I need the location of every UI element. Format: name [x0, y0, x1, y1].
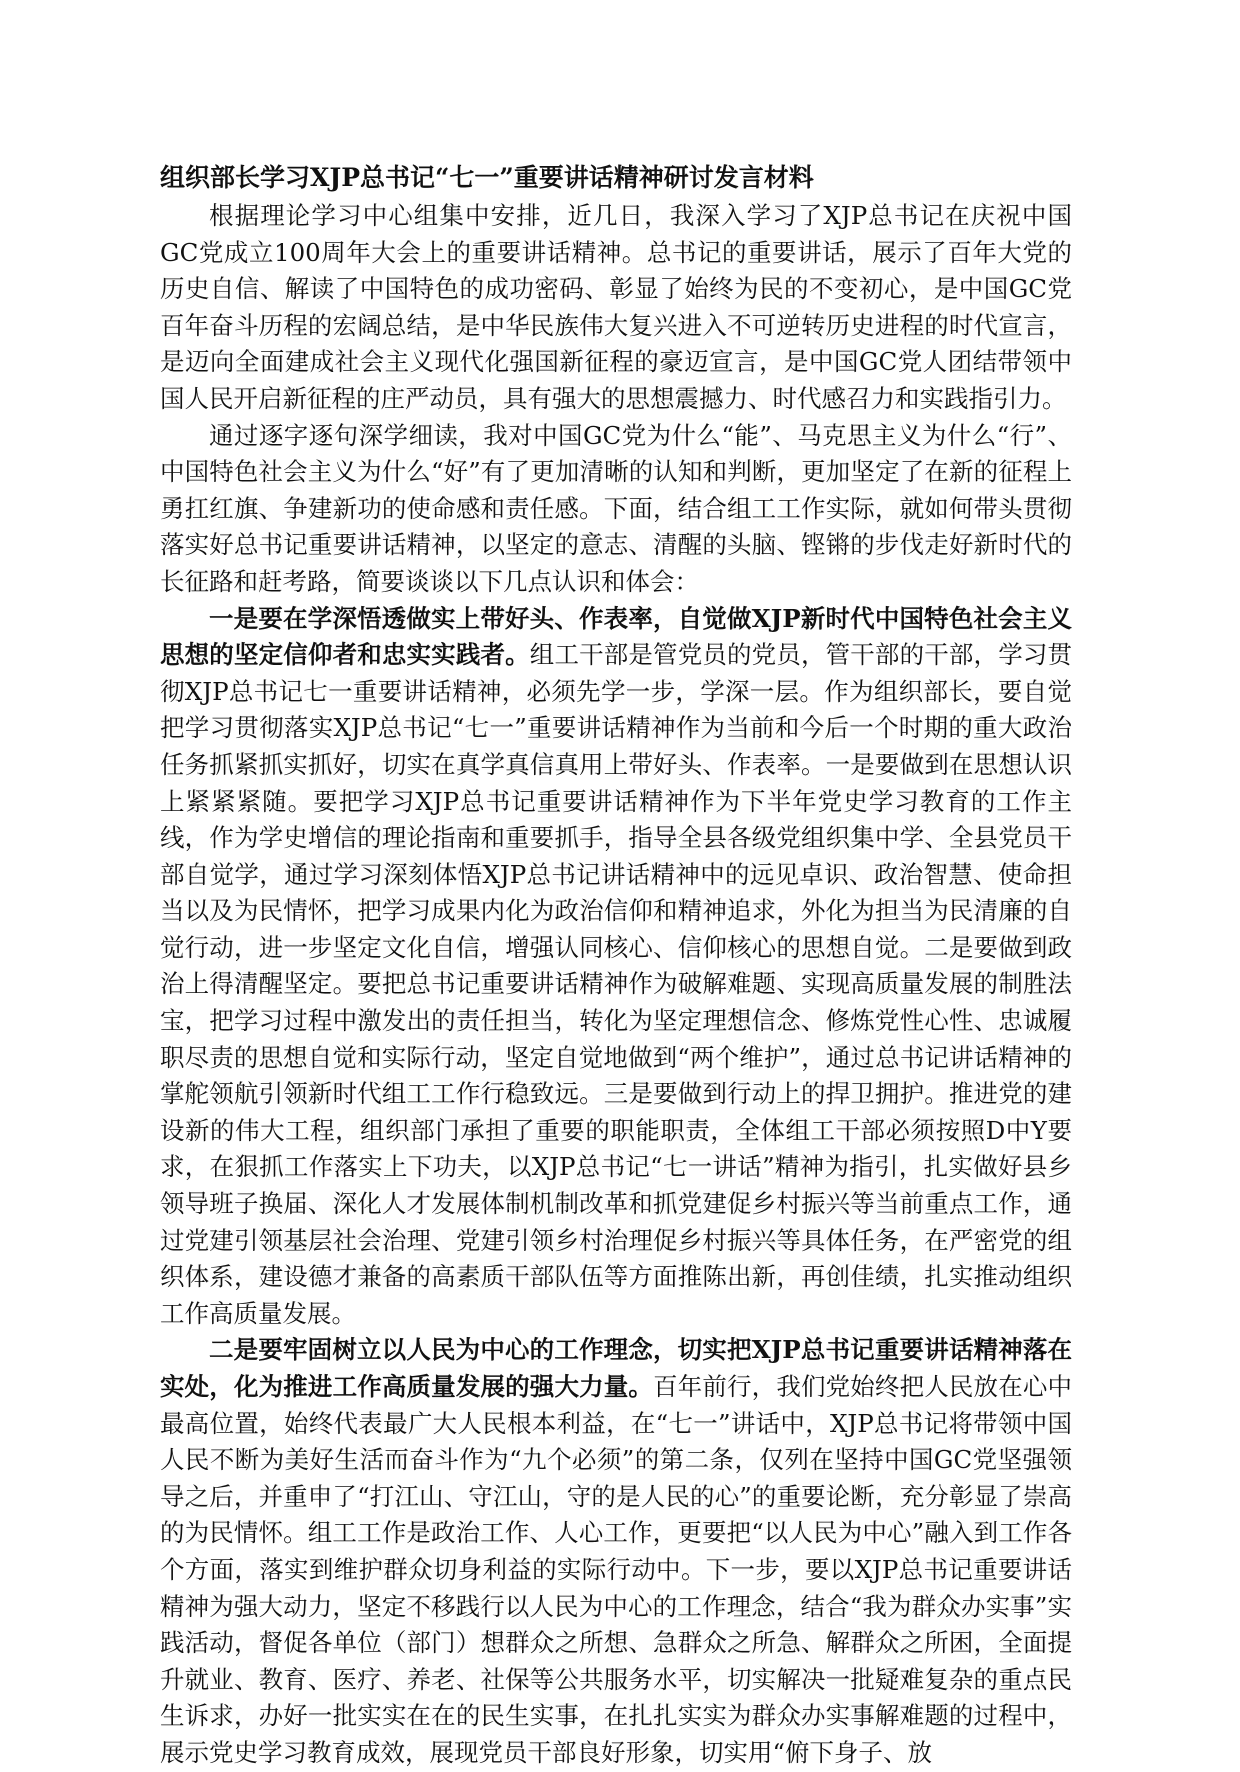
paragraph-point-two — [160, 1332, 1072, 1771]
paragraph-text: 通过逐字逐句深学细读，我对中国GC党为什么“能”、马克思主义为什么“行”、中国特色社会主义为什么“好”有了更加清晰的认知和判断，更加坚定了在新的征程上勇扛红旗、争建新功的使命感和责任感。下面，结合组工工作实际，就如何带头贯彻落实好总书记重要讲话精神，以坚定的意志、清醒的头脑、铿锵的步伐走好新时代的长征路和赶考路，简要谈谈以下几点认识和体会： — [160, 420, 1072, 596]
paragraph-text: 组工干部是管党员的党员，管干部的干部，学习贯彻XJP总书记七一重要讲话精神，必须先学一步，学深一层。作为组织部长，要自觉把学习贯彻落实XJP总书记“七一”重要讲话精神作为当前和今后一个时期的重大政治任务抓紧抓实抓好，切实在真学真信真用上带好头、作表率。一是要做到在思想认识上紧紧紧随。要把学习XJP总书记重要讲话精神作为下半年党史学习教育的工作主线，作为学史增信的理论指南和重要抓手，指导全县各级党组织集中学、全县党员干部自觉学，通过学习深刻体悟XJP总书记讲话精神中的远见卓识、政治智慧、使命担当以及为民情怀，把学习成果内化为政治信仰和精神追求，外化为担当为民清廉的自觉行动，进一步坚定文化自信，增强认同核心、信仰核心的思想自觉。二是要做到政治上得清醒坚定。要把总书记重要讲话精神作为破解难题、实现高质量发展的制胜法宝，把学习过程中激发出的责任担当，转化为坚定理想信念、修炼党性心性、忠诚履职尽责的思想自觉和实际行动，坚定自觉地做到“两个维护”，通过总书记讲话精神的掌舵领航引领新时代组工工作行稳致远。三是要做到行动上的捍卫拥护。推进党的建设新的伟大工程，组织部门承担了重要的职能职责，全体组工干部必须按照D中Y要求，在狠抓工作落实上下功夫，以XJP总书记“七一讲话”精神为指引，扎实做好县乡领导班子换届、深化人才发展体制机制改革和抓党建促乡村振兴等当前重点工作，通过党建引领基层社会治理、党建引领乡村治理促乡村振兴等具体任务，在严密党的组织体系，建设德才兼备的高素质干部队伍等方面推陈出新，再创佳绩，扎实推动组织工作高质量发展。 — [160, 640, 1073, 1328]
paragraph-summary — [160, 418, 1072, 601]
paragraph-lead: 一是要在学深悟透做实上带好头、作表率，自觉做XJP新时代中国特色社会主义思想的坚定信仰者和忠实实践者。 — [160, 603, 1072, 670]
paragraph-text: 百年前行，我们党始终把人民放在心中最高位置，始终代表最广大人民根本利益，在“七一”讲话中，XJP总书记将带领中国人民不断为美好生活而奋斗作为“九个必须”的第二条，仅列在坚持中国GC党坚强领导之后，并重申了“打江山、守江山，守的是人民的心”的重要论断，充分彰显了崇高的为民情怀。组工工作是政治工作、人心工作，更要把“以人民为中心”融入到工作各个方面，落实到维护群众切身利益的实际行动中。下一步，要以XJP总书记重要讲话精神为强大动力，坚定不移践行以人民为中心的工作理念，结合“我为群众办实事”实践活动，督促各单位（部门）想群众之所想、急群众之所急、解群众之所困，全面提升就业、教育、医疗、养老、社保等公共服务水平，切实解决一批疑难复杂的重点民生诉求，办好一批实实在在的民生实事，在扎扎实实为群众办实事解难题的过程中，展示党史学习教育成效，展现党员干部良好形象，切实用“俯下身子、放 — [160, 1372, 1073, 1767]
document-title: 组织部长学习XJP总书记“七一”重要讲话精神研讨发言材料 — [160, 163, 814, 192]
paragraph-lead: 二是要牢固树立以人民为中心的工作理念，切实把XJP总书记重要讲话精神落在实处，化为推进工作高质量发展的强大力量。 — [160, 1335, 1072, 1401]
paragraph-point-one — [160, 601, 1072, 1333]
paragraph-intro — [160, 198, 1072, 418]
paragraph-text: 根据理论学习中心组集中安排，近几日，我深入学习了XJP总书记在庆祝中国GC党成立100周年大会上的重要讲话精神。总书记的重要讲话，展示了百年大党的历史自信、解读了中国特色的成功密码、彰显了始终为民的不变初心，是中国GC党百年奋斗历程的宏阔总结，是中华民族伟大复兴进入不可逆转历史进程的时代宣言，是迈向全面建成社会主义现代化强国新征程的豪迈宣言，是中国GC党人团结带领中国人民开启新征程的庄严动员，具有强大的思想震撼力、时代感召力和实践指引力。 — [160, 201, 1072, 413]
